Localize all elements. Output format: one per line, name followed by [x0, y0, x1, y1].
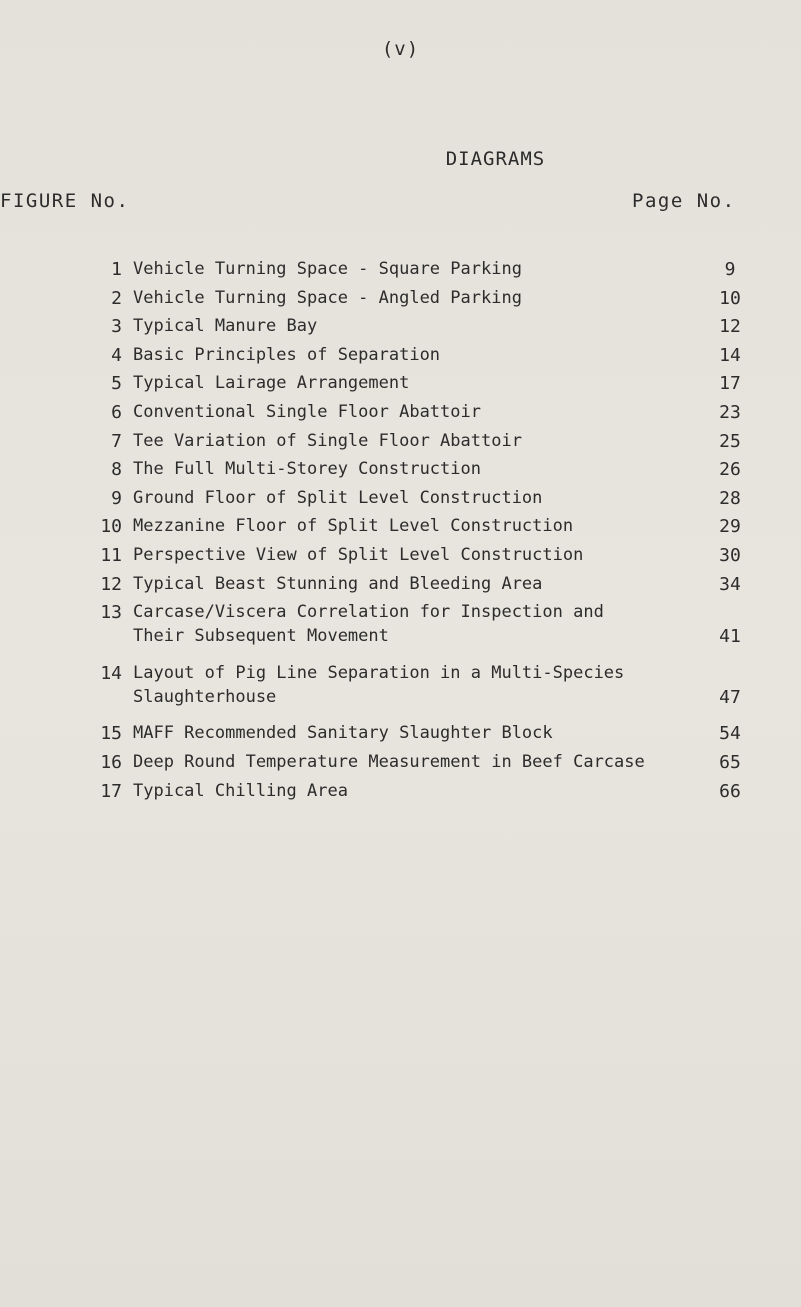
figure-title	[133, 721, 673, 745]
figure-title-line: Conventional Single Floor Abattoir	[133, 402, 481, 422]
figure-title-line: Deep Round Temperature Measurement in Beef Carcase	[133, 752, 645, 772]
figure-number: 5	[111, 373, 122, 395]
figure-number: 9	[111, 487, 122, 509]
page-number: 26	[719, 459, 741, 481]
figure-title	[133, 486, 673, 510]
figure-title	[133, 286, 673, 310]
figure-title-line: Ground Floor of Split Level Construction	[133, 487, 543, 508]
figure-title	[133, 343, 673, 367]
figure-title	[133, 750, 673, 774]
figure-number: 1	[111, 259, 122, 280]
figure-title	[133, 400, 673, 424]
figure-title-line: Perspective View of Split Level Construction	[133, 545, 584, 565]
page-number: 14	[719, 344, 741, 366]
figure-title	[133, 572, 673, 596]
figure-title-line: The Full Multi-Storey Construction	[133, 459, 481, 480]
figure-number: 10	[100, 516, 122, 538]
figure-title-line: Basic Principles of Separation	[133, 344, 441, 365]
figure-title-line: Vehicle Turning Space - Square Parking	[133, 259, 522, 279]
page-number: 12	[719, 316, 741, 338]
page-title	[0, 148, 801, 170]
figure-number: 4	[111, 344, 122, 366]
figure-title-line: Layout of Pig Line Separation in a Multi-Species	[133, 662, 625, 683]
figure-number: 6	[111, 402, 122, 423]
figure-title	[133, 257, 673, 281]
page-number: 66	[719, 780, 741, 802]
figure-title-line: Typical Beast Stunning and Bleeding Area	[133, 573, 543, 594]
figure-number-header: FIGURE No.	[0, 190, 130, 212]
page-number: 9	[724, 259, 736, 280]
page-number: 23	[719, 402, 741, 423]
figure-title-line: MAFF Recommended Sanitary Slaughter Block	[133, 723, 553, 744]
figure-title	[133, 514, 673, 538]
figure-title-line: Slaughterhouse	[133, 686, 277, 707]
figure-number: 2	[111, 287, 122, 309]
page-number: 10	[719, 287, 741, 309]
figure-number: 3	[111, 316, 122, 338]
figure-title	[133, 600, 673, 648]
page-number: 17	[719, 373, 741, 395]
figure-number: 12	[100, 573, 122, 595]
figure-title-line: Their Subsequent Movement	[133, 626, 389, 647]
page-marker: (v)	[381, 38, 420, 60]
figure-title-line: Typical Lairage Arrangement	[133, 373, 410, 394]
figure-number: 13	[100, 602, 122, 624]
figure-number: 8	[111, 459, 122, 481]
figure-number: 17	[100, 780, 122, 802]
page-number: 34	[719, 573, 741, 595]
page-number: 25	[719, 430, 741, 452]
page-number: 29	[719, 516, 741, 538]
figure-number: 16	[100, 752, 122, 773]
figure-number: 11	[100, 545, 122, 566]
page-number: 41	[719, 626, 741, 648]
figure-title	[133, 429, 673, 453]
page-number: 28	[719, 487, 741, 509]
page-number: 54	[719, 723, 741, 745]
figure-title-line: Typical Chilling Area	[133, 780, 348, 801]
figure-number: 14	[100, 662, 122, 684]
figure-title-line: Carcase/Viscera Correlation for Inspection and	[133, 602, 604, 623]
figure-title-line: Tee Variation of Single Floor Abattoir	[133, 430, 522, 451]
figure-number: 15	[100, 723, 122, 745]
figure-number: 7	[111, 430, 122, 452]
page-number-header: Page No.	[632, 190, 736, 212]
figure-title-line: Vehicle Turning Space - Angled Parking	[133, 287, 522, 308]
page-number: 30	[719, 545, 741, 566]
figure-title	[133, 661, 673, 709]
page-number: 47	[719, 686, 741, 708]
page-number: 65	[719, 752, 741, 773]
figure-title-line: Mezzanine Floor of Split Level Construction	[133, 516, 574, 537]
figure-title	[133, 543, 673, 567]
figure-title	[133, 371, 673, 395]
figure-title	[133, 779, 673, 803]
title-text: DIAGRAMS	[445, 148, 546, 170]
figure-title	[133, 457, 673, 481]
figure-title	[133, 314, 673, 338]
figure-title-line: Typical Manure Bay	[133, 316, 318, 337]
